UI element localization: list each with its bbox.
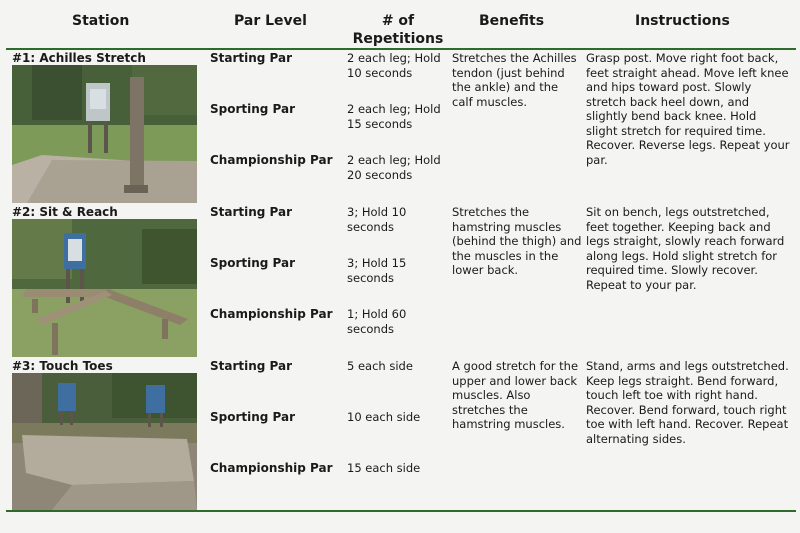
reps-value: 3; Hold 15 seconds [347,256,407,285]
sit-and-reach-station-photo [12,219,197,357]
par-level-label: Starting Par [210,205,293,219]
header-benefits: Benefits [479,13,545,29]
station-title: #2: Sit & Reach [12,205,118,219]
par-level-label: Sporting Par [210,410,296,424]
footer-rule [6,510,796,512]
reps-value: 10 each side [347,410,421,424]
par-level-label: Championship Par [210,307,333,321]
reps-value: 3; Hold 10 seconds [347,205,407,234]
reps-value: 5 each side [347,359,413,373]
reps-value: 1; Hold 60 seconds [347,307,407,336]
station-title: #3: Touch Toes [12,359,113,373]
header-station: Station [72,13,130,29]
header-repetitions: # of Repetitions [352,13,444,47]
header-instructions: Instructions [635,13,730,29]
reps-value: 15 each side [347,461,421,475]
par-level-label: Sporting Par [210,256,296,270]
reps-value: 2 each leg; Hold 20 seconds [347,153,441,182]
reps-value: 2 each leg; Hold 10 seconds [347,51,441,80]
header-rule [6,48,796,50]
benefits-text: A good stretch for the upper and lower back muscles. Also stretches the hamstring muscles. [452,359,579,431]
benefits-text: Stretches the hamstring muscles (behind the thigh) and the muscles in the lower back. [452,205,582,277]
station-title: #1: Achilles Stretch [12,51,146,65]
par-level-label: Starting Par [210,359,293,373]
par-level-label: Championship Par [210,461,333,475]
table-header [0,12,800,48]
achilles-stretch-station-photo [12,65,197,203]
touch-toes-station-photo [12,373,197,510]
par-level-label: Sporting Par [210,102,296,116]
instructions-text: Grasp post. Move right foot back, feet straight ahead. Move left knee and hips toward post. Slowly stretch back heel down, and slightly bend back knee. Hold slight stretch for required time. Recover. Reverse legs. Repeat your par. [586,51,790,167]
header-par-level: Par Level [234,13,307,29]
par-level-label: Starting Par [210,51,293,65]
instructions-text: Sit on bench, legs outstretched, feet together. Keeping back and legs straight, slowly reach forward along legs. Hold slight stretch for required time. Slowly recover. Repeat to your par. [586,205,785,292]
par-level-label: Championship Par [210,153,333,167]
reps-value: 2 each leg; Hold 15 seconds [347,102,441,131]
benefits-text: Stretches the Achilles tendon (just behind the ankle) and the calf muscles. [452,51,577,109]
instructions-text: Stand, arms and legs outstretched. Keep legs straight. Bend forward, touch left toe with right hand. Recover. Bend forward, touch right toe with left hand. Recover. Repeat alternating sides. [586,359,789,446]
